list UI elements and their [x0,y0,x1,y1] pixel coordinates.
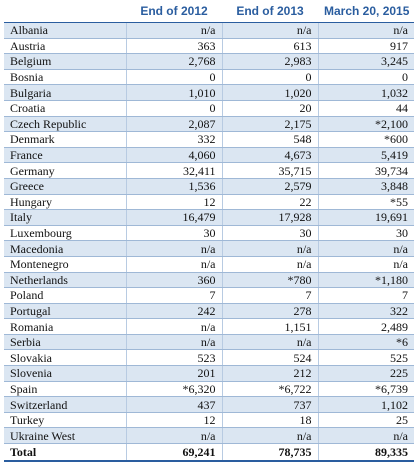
table-row [4,256,414,272]
table-row [4,366,414,382]
country-cell: Italy [4,210,126,226]
country-cell: Romania [4,319,126,335]
country-cell: Denmark [4,132,126,148]
country-cell: Bulgaria [4,85,126,101]
table-row [4,225,414,241]
value-2013-cell: 30 [222,225,318,241]
country-cell: Macedonia [4,241,126,257]
value-2012-cell: 32,411 [126,163,222,179]
value-2012-cell: 12 [126,194,222,210]
value-2012-cell: 363 [126,38,222,54]
table-row [4,69,414,85]
value-2012-cell: n/a [126,334,222,350]
header-march-2015: March 20, 2015 [318,0,414,23]
country-cell: Germany [4,163,126,179]
value-2013-cell: 35,715 [222,163,318,179]
value-2012-cell: 69,241 [126,444,222,462]
table-row [4,132,414,148]
value-2013-cell: 0 [222,69,318,85]
table-row [4,38,414,54]
value-2012-cell: n/a [126,241,222,257]
value-2015-cell: 525 [318,350,414,366]
table-row [4,23,414,39]
value-2015-cell: *1,180 [318,272,414,288]
value-2013-cell: 2,983 [222,54,318,70]
country-cell: Portugal [4,303,126,319]
header-country [4,0,126,23]
value-2013-cell: n/a [222,428,318,444]
value-2015-cell: *55 [318,194,414,210]
table-row [4,272,414,288]
value-2013-cell: 2,579 [222,178,318,194]
value-2013-cell: 212 [222,366,318,382]
country-cell: Serbia [4,334,126,350]
value-2012-cell: 1,010 [126,85,222,101]
country-cell: Hungary [4,194,126,210]
country-cell: Poland [4,288,126,304]
country-cell: Croatia [4,100,126,116]
country-cell: Luxembourg [4,225,126,241]
value-2012-cell: n/a [126,256,222,272]
value-2015-cell: 19,691 [318,210,414,226]
value-2013-cell: n/a [222,23,318,39]
value-2013-cell: 524 [222,350,318,366]
value-2015-cell: 5,419 [318,147,414,163]
value-2015-cell: n/a [318,241,414,257]
country-cell: Bosnia [4,69,126,85]
value-2015-cell: 1,032 [318,85,414,101]
value-2012-cell: 30 [126,225,222,241]
table-row [4,54,414,70]
value-2012-cell: 332 [126,132,222,148]
value-2015-cell: 89,335 [318,444,414,462]
table-row [4,163,414,179]
value-2012-cell: 16,479 [126,210,222,226]
table-row [4,100,414,116]
table-body [4,23,414,462]
value-2015-cell: 44 [318,100,414,116]
value-2013-cell: *6,722 [222,381,318,397]
value-2013-cell: n/a [222,256,318,272]
value-2015-cell: 225 [318,366,414,382]
country-cell: Slovenia [4,366,126,382]
value-2013-cell: 1,020 [222,85,318,101]
value-2015-cell: 0 [318,69,414,85]
table-row [4,428,414,444]
value-2012-cell: 2,087 [126,116,222,132]
country-cell: France [4,147,126,163]
value-2012-cell: 1,536 [126,178,222,194]
value-2012-cell: 2,768 [126,54,222,70]
value-2013-cell: 737 [222,397,318,413]
value-2015-cell: 2,489 [318,319,414,335]
table-row [4,350,414,366]
country-cell: Ukraine West [4,428,126,444]
value-2013-cell: 613 [222,38,318,54]
value-2015-cell: 917 [318,38,414,54]
table-row [4,319,414,335]
value-2013-cell: 278 [222,303,318,319]
value-2015-cell: n/a [318,428,414,444]
value-2013-cell: *780 [222,272,318,288]
value-2012-cell: 0 [126,69,222,85]
table-row [4,116,414,132]
value-2013-cell: 78,735 [222,444,318,462]
value-2012-cell: 437 [126,397,222,413]
value-2013-cell: n/a [222,334,318,350]
country-cell: Albania [4,23,126,39]
country-cell: Montenegro [4,256,126,272]
value-2012-cell: 12 [126,412,222,428]
value-2015-cell: *6 [318,334,414,350]
total-row [4,444,414,462]
value-2015-cell: 7 [318,288,414,304]
value-2015-cell: 322 [318,303,414,319]
table-row [4,303,414,319]
value-2015-cell: 25 [318,412,414,428]
country-cell: Switzerland [4,397,126,413]
value-2015-cell: *600 [318,132,414,148]
value-2013-cell: 1,151 [222,319,318,335]
value-2012-cell: 201 [126,366,222,382]
value-2013-cell: 18 [222,412,318,428]
table-row [4,178,414,194]
country-cell: Spain [4,381,126,397]
value-2015-cell: 39,734 [318,163,414,179]
data-table [4,0,414,462]
table-row [4,147,414,163]
value-2013-cell: 2,175 [222,116,318,132]
value-2012-cell: 242 [126,303,222,319]
value-2012-cell: n/a [126,319,222,335]
country-cell: Slovakia [4,350,126,366]
header-row [4,0,414,23]
table-row [4,397,414,413]
value-2013-cell: 7 [222,288,318,304]
value-2015-cell: n/a [318,256,414,272]
value-2015-cell: n/a [318,23,414,39]
value-2013-cell: 4,673 [222,147,318,163]
value-2012-cell: 4,060 [126,147,222,163]
value-2012-cell: 523 [126,350,222,366]
value-2012-cell: *6,320 [126,381,222,397]
table-row [4,241,414,257]
value-2013-cell: 548 [222,132,318,148]
country-cell: Belgium [4,54,126,70]
country-cell: Greece [4,178,126,194]
value-2013-cell: 17,928 [222,210,318,226]
value-2015-cell: 3,245 [318,54,414,70]
table-row [4,288,414,304]
value-2013-cell: 22 [222,194,318,210]
table-row [4,412,414,428]
header-end-2012: End of 2012 [126,0,222,23]
header-end-2013: End of 2013 [222,0,318,23]
table-row [4,334,414,350]
country-cell: Total [4,444,126,462]
value-2012-cell: n/a [126,428,222,444]
country-cell: Czech Republic [4,116,126,132]
country-cell: Turkey [4,412,126,428]
table-row [4,85,414,101]
value-2012-cell: 0 [126,100,222,116]
value-2012-cell: 360 [126,272,222,288]
table-row [4,210,414,226]
value-2015-cell: 1,102 [318,397,414,413]
value-2013-cell: n/a [222,241,318,257]
value-2015-cell: *6,739 [318,381,414,397]
value-2015-cell: 3,848 [318,178,414,194]
country-cell: Austria [4,38,126,54]
value-2013-cell: 20 [222,100,318,116]
table-row [4,381,414,397]
value-2015-cell: 30 [318,225,414,241]
table-row [4,194,414,210]
value-2012-cell: n/a [126,23,222,39]
value-2015-cell: *2,100 [318,116,414,132]
country-cell: Netherlands [4,272,126,288]
value-2012-cell: 7 [126,288,222,304]
